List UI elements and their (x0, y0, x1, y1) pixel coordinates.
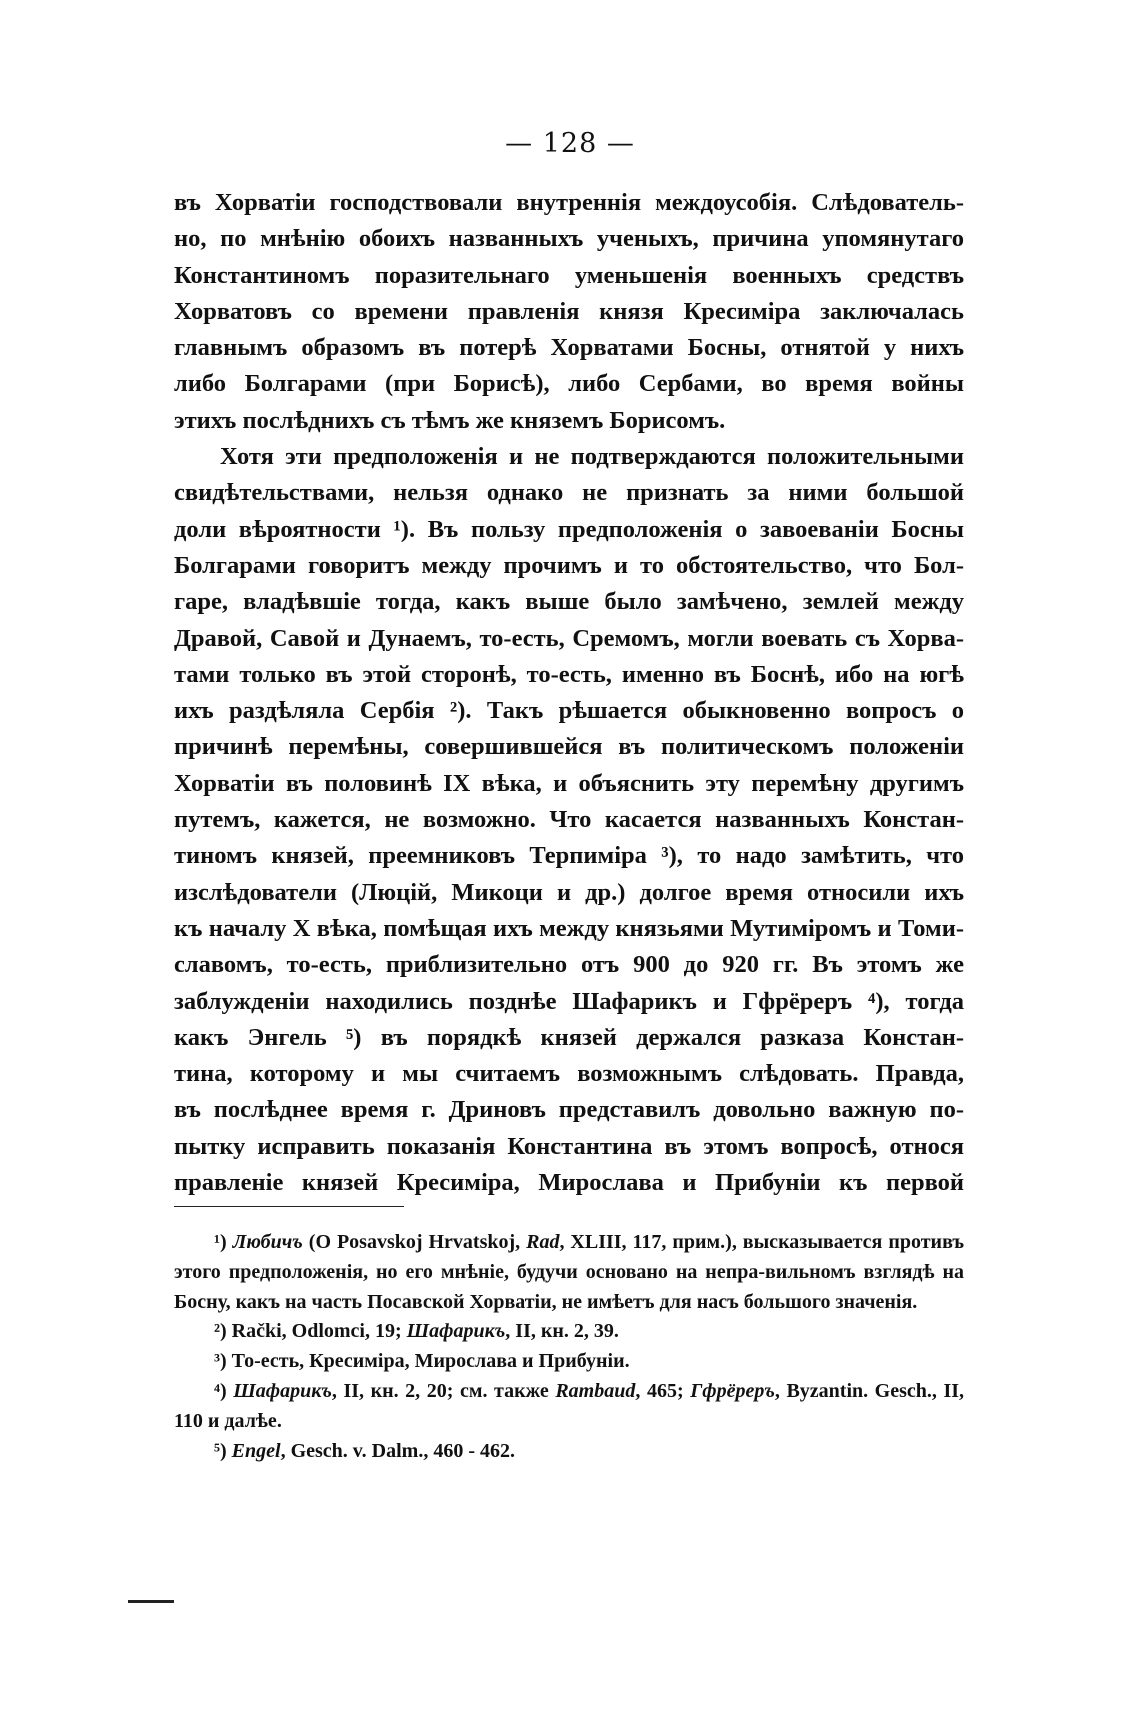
text-line: Дравой, Савой и Дунаемъ, то-есть, Сремомъ, могли воевать съ Хорва- (174, 624, 964, 652)
footnote-4-author-c: Гфрёреръ (690, 1379, 775, 1402)
text-line: тиномъ князей, преемниковъ Терпиміра ³), то надо замѣтить, что (174, 842, 964, 870)
text-line: но, по мнѣнію обоихъ названныхъ ученыхъ, причина упомянутаго (174, 225, 964, 253)
text-line: пытку исправить показанія Константина въ этомъ вопросѣ, относя (174, 1132, 964, 1160)
footnote-1-author: Любичъ (232, 1231, 303, 1253)
footnote-3-text: То-есть, Кресиміра, Мирослава и Прибуніи. (231, 1350, 630, 1373)
text-line: славомъ, то-есть, приблизительно отъ 900 до 920 гг. Въ этомъ же (174, 951, 964, 979)
text-line: въ Хорватіи господствовали внутреннія междоусобія. Слѣдователь- (174, 189, 964, 216)
footnote-2-author: Шафарикъ (406, 1320, 506, 1343)
footnote-4-author-b: Rambaud (555, 1379, 636, 1402)
footnote-2-text-b: , II, кн. 2, 39. (505, 1320, 619, 1343)
text-line: къ началу X вѣка, помѣщая ихъ между князьями Мутиміромъ и Томи- (174, 914, 964, 942)
text-line: путемъ, кажется, не возможно. Что касается названныхъ Констан- (174, 806, 964, 834)
text-line: гаре, владѣвшіе тогда, какъ выше было замѣчено, землей между (174, 588, 964, 616)
footnote-5-author: Engel (231, 1439, 281, 1462)
text-line: главнымъ образомъ въ потерѣ Хорватами Босны, отнятой у нихъ (174, 334, 964, 362)
footnote-5-marker: ⁵) (214, 1439, 227, 1462)
text-line: Константиномъ поразительнаго уменьшенія военныхъ средствъ (174, 261, 964, 289)
text-line: Болгарами говоритъ между прочимъ и то обстоятельство, что Бол- (174, 551, 964, 579)
footnote-2 (174, 1317, 964, 1347)
footnote-1-title: (O Posavskoj Hrvatskoj, (308, 1231, 521, 1253)
text-line: доли вѣроятности ¹). Въ пользу предположенія о завоеваніи Босны (174, 515, 964, 543)
text-line: свидѣтельствами, нельзя однако не признать за ними большой (174, 479, 964, 507)
text-line: Хотя эти предположенія и не подтверждаются положительными (220, 443, 964, 471)
text-line: въ послѣднее время г. Дриновъ представилъ довольно важную по- (174, 1096, 964, 1124)
text-line: причинѣ перемѣны, совершившейся въ политическомъ положеніи (174, 733, 964, 761)
text-line: Хорватіи въ половинѣ IX вѣка, и объяснить эту перемѣну другимъ (174, 769, 964, 797)
footnote-1-journal: Rad (526, 1231, 560, 1253)
footnote-3-marker: ³) (214, 1350, 227, 1373)
footnote-1 (174, 1228, 964, 1317)
footnote-4 (174, 1377, 964, 1437)
text-line: Хорватовъ со времени правленія князя Кресиміра заключалась (174, 297, 964, 325)
footnote-1-marker: ¹) (214, 1231, 227, 1253)
page-number: — 128 — (505, 128, 635, 159)
text-line: ихъ раздѣляла Сербія ²). Такъ рѣшается обыкновенно вопросъ о (174, 697, 964, 725)
footnote-4-text-b: , 465; (635, 1379, 684, 1402)
text-line: какъ Энгель ⁵) въ порядкѣ князей держался разказа Констан- (174, 1023, 964, 1051)
footnote-4-text-a: , II, кн. 2, 20; см. также (331, 1379, 549, 1402)
footnote-2-text-a: Rački, Odlomci, 19; (231, 1320, 402, 1343)
text-line: этихъ послѣднихъ съ тѣмъ же княземъ Борисомъ. (174, 406, 726, 434)
footnote-4-text-c: , Byzantin. Gesch., II, 110 и далѣе. (174, 1379, 965, 1432)
text-line: тами только въ этой сторонѣ, то-есть, именно въ Боснѣ, ибо на югѣ (174, 660, 964, 688)
footnote-5-text: , Gesch. v. Dalm., 460 - 462. (280, 1439, 515, 1462)
footnote-4-marker: ⁴) (214, 1379, 227, 1402)
footnote-5 (174, 1437, 964, 1467)
text-line: либо Болгарами (при Борисѣ), либо Сербами, во время войны (174, 370, 964, 398)
footnote-4-author-a: Шафарикъ (233, 1379, 332, 1402)
text-line: правленіе князей Кресиміра, Мирослава и Прибуніи къ первой (174, 1169, 964, 1197)
main-text (174, 185, 964, 1201)
footnote-2-marker: ²) (214, 1320, 227, 1343)
text-line: изслѣдователи (Люцій, Микоци и др.) долгое время относили ихъ (174, 878, 964, 906)
footnote-3 (174, 1347, 964, 1377)
printer-mark (128, 1600, 174, 1603)
footnotes (174, 1228, 964, 1466)
text-line: заблужденіи находились позднѣе Шафарикъ и Гфрёреръ ⁴), тогда (174, 987, 964, 1015)
footnote-1-text: , XLIII, 117, прим.), высказывается противъ этого предположенія, но его мнѣніе, будучи основано на непра-вильномъ взглядѣ на Босну, какъ на часть Посавской Хорватіи, не имѣетъ для насъ большого значенія. (174, 1231, 965, 1313)
footnote-divider (174, 1206, 404, 1207)
text-line: тина, которому и мы считаемъ возможнымъ слѣдовать. Правда, (174, 1060, 964, 1088)
